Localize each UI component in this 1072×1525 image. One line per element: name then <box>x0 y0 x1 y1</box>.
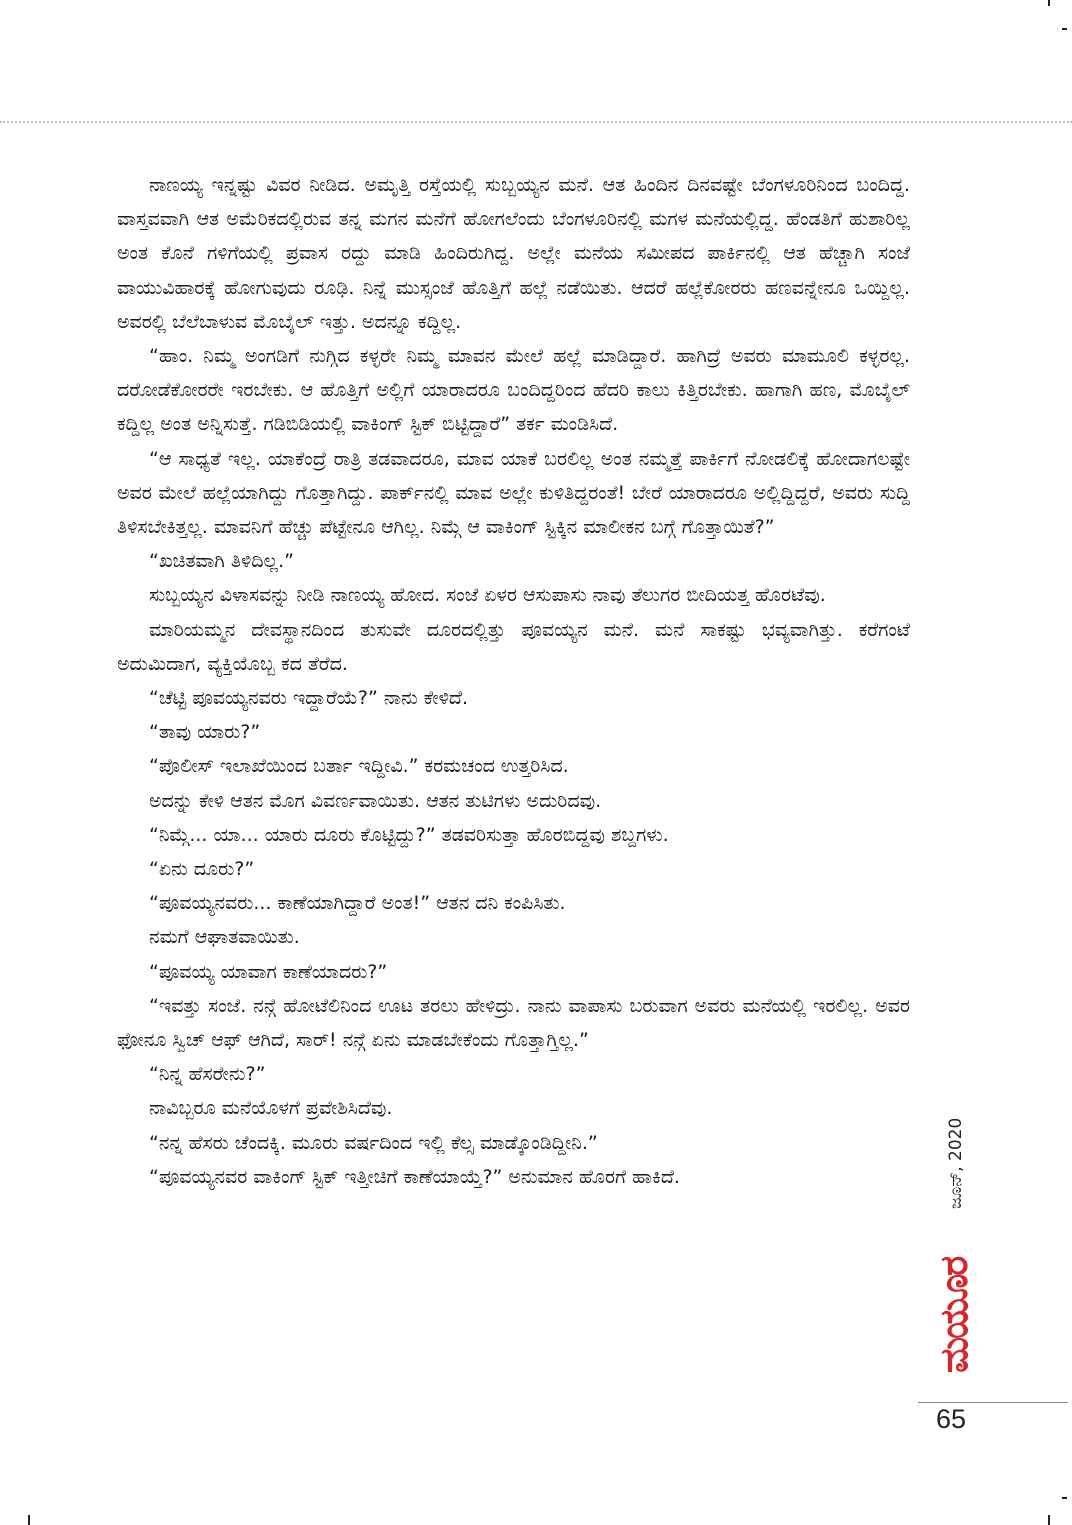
crop-mark-bottom-right <box>1048 1515 1050 1525</box>
crop-mark-top-right <box>1062 28 1067 30</box>
paragraph: “ಪೂವಯ್ಯ ಯಾವಾಗ ಕಾಣೆಯಾದರು?” <box>149 960 388 983</box>
paragraph: ಸುಬ್ಬಯ್ಯನ ವಿಳಾಸವನ್ನು ನೀಡಿ ನಾಣಯ್ಯ ಹೋದ. ಸಂಜೆ ಏಳರ ಆಸುಪಾಸು ನಾವು ತೆಲುಗರ ಬೀದಿಯತ್ತ ಹೊರಟೆವು. <box>149 584 826 607</box>
paragraph: ನಮಗೆ ಆಘಾತವಾಯಿತು. <box>149 926 300 949</box>
magazine-logo: ಮಯೂರ <box>932 1257 976 1373</box>
paragraph: “ಪೊಲೀಸ್ ಇಲಾಖೆಯಿಂದ ಬರ್ತಾ ಇದ್ದೀವಿ.” ಕರಮಚಂದ ಉತ್ತರಿಸಿದ. <box>149 755 569 778</box>
article-body <box>117 168 910 1194</box>
paragraph: “ಚೆಟ್ಟಿ ಪೂವಯ್ಯನವರು ಇದ್ದಾರೆಯೆ?” ನಾನು ಕೇಳಿದೆ. <box>149 687 468 710</box>
page-number-rule <box>918 1402 1068 1403</box>
paragraph: “ಪೂವಯ್ಯನವರು... ಕಾಣೆಯಾಗಿದ್ದಾರೆ ಅಂತ!” ಆತನ ದನಿ ಕಂಪಿಸಿತು. <box>149 892 566 915</box>
header-dotted-rule <box>0 121 1072 123</box>
paragraph: “ಆ ಸಾಧ್ಯತೆ ಇಲ್ಲ. ಯಾಕೆಂದ್ರೆ ರಾತ್ರಿ ತಡವಾದರೂ, ಮಾವ ಯಾಕೆ ಬರಲಿಲ್ಲ ಅಂತ ನಮ್ಮತ್ತೆ ಪಾರ್ಕಿಗೆ ನೋಡಲಿಕ್ಕೆ ಹೋದಾಗಲಷ್ಟೇ ಅವರ ಮೇಲೆ ಹಲ್ಲೆಯಾಗಿದ್ದು ಗೊತ್ತಾಗಿದ್ದು. ಪಾರ್ಕ್‌ನಲ್ಲಿ ಮಾವ ಅಲ್ಲೇ ಕುಳಿತಿದ್ದರಂತೆ! ಬೇರೆ ಯಾರಾದರೂ ಅಲ್ಲಿದ್ದಿದ್ದರೆ, ಅವರು ಸುದ್ದಿ ತಿಳಿಸಬೇಕಿತ್ತಲ್ಲ. ಮಾವನಿಗೆ ಹೆಚ್ಚು ಪೆಟ್ಟೇನೂ ಆಗಿಲ್ಲ. ನಿಮ್ಗೆ ಆ ವಾಕಿಂಗ್ ಸ್ಟಿಕ್ಕಿನ ಮಾಲೀಕನ ಬಗ್ಗೆ ಗೊತ್ತಾಯಿತೆ?” <box>117 447 910 539</box>
paragraph: “ನಿಮ್ಗೆ... ಯಾ... ಯಾರು ದೂರು ಕೊಟ್ಟಿದ್ದು?” ತಡವರಿಸುತ್ತಾ ಹೊರಬಿದ್ದವು ಶಬ್ದಗಳು. <box>149 823 669 846</box>
paragraph: “ಪೂವಯ್ಯನವರ ವಾಕಿಂಗ್ ಸ್ಟಿಕ್ ಇತ್ತೀಚಿಗೆ ಕಾಣೆಯಾಯ್ತೆ?” ಅನುಮಾನ ಹೊರಗೆ ಹಾಕಿದೆ. <box>149 1165 680 1188</box>
crop-mark-bottom-left <box>28 1515 30 1525</box>
paragraph: “ಹಾಂ. ನಿಮ್ಮ ಅಂಗಡಿಗೆ ನುಗ್ಗಿದ ಕಳ್ಳರೇ ನಿಮ್ಮ ಮಾವನ ಮೇಲೆ ಹಲ್ಲೆ ಮಾಡಿದ್ದಾರೆ. ಹಾಗಿದ್ರೆ ಅವರು ಮಾಮೂಲಿ ಕಳ್ಳರಲ್ಲ. ದರೋಡೆಕೋರರೇ ಇರಬೇಕು. ಆ ಹೊತ್ತಿಗೆ ಅಲ್ಲಿಗೆ ಯಾರಾದರೂ ಬಂದಿದ್ದರಿಂದ ಹೆದರಿ ಕಾಲು ಕಿತ್ತಿರಬೇಕು. ಹಾಗಾಗಿ ಹಣ, ಮೊಬೈಲ್ ಕದ್ದಿಲ್ಲ ಅಂತ ಅನ್ನಿಸುತ್ತೆ. ಗಡಿಬಿಡಿಯಲ್ಲಿ ವಾಕಿಂಗ್ ಸ್ಟಿಕ್ ಬಿಟ್ಟಿದ್ದಾರೆ” ತರ್ಕ ಮಂಡಿಸಿದೆ. <box>117 345 910 436</box>
paragraph: ಮಾರಿಯಮ್ಮನ ದೇವಸ್ಥಾನದಿಂದ ತುಸುವೇ ದೂರದಲ್ಲಿತ್ತು ಪೂವಯ್ಯನ ಮನೆ. ಮನೆ ಸಾಕಷ್ಟು ಭವ್ಯವಾಗಿತ್ತು. ಕರೆಗಂಟೆ ಅದುಮಿದಾಗ, ವ್ಯಕ್ತಿಯೊಬ್ಬ ಕದ ತೆರೆದ. <box>117 618 910 675</box>
issue-date: ಜೂನ್, 2020 <box>946 1117 966 1209</box>
paragraph: “ತಾವು ಯಾರು?” <box>149 721 261 744</box>
crop-mark-top <box>1048 0 1050 6</box>
paragraph: ನಾಣಯ್ಯ ಇನ್ನಷ್ಟು ವಿವರ ನೀಡಿದ. ಅಮೃತ್ತಿ ರಸ್ತೆಯಲ್ಲಿ ಸುಬ್ಬಯ್ಯನ ಮನೆ. ಆತ ಹಿಂದಿನ ದಿನವಷ್ಟೇ ಬೆಂಗಳೂರಿನಿಂದ ಬಂದಿದ್ದ. ವಾಸ್ತವವಾಗಿ ಆತ ಅಮೆರಿಕದಲ್ಲಿರುವ ತನ್ನ ಮಗನ ಮನೆಗೆ ಹೋಗಲೆಂದು ಬೆಂಗಳೂರಿನಲ್ಲಿ ಮಗಳ ಮನೆಯಲ್ಲಿದ್ದ. ಹೆಂಡತಿಗೆ ಹುಶಾರಿಲ್ಲ ಅಂತ ಕೊನೆ ಗಳಿಗೆಯಲ್ಲಿ ಪ್ರವಾಸ ರದ್ದು ಮಾಡಿ ಹಿಂದಿರುಗಿದ್ದ. ಅಲ್ಲೇ ಮನೆಯ ಸಮೀಪದ ಪಾರ್ಕಿನಲ್ಲಿ ಆತ ಹೆಚ್ಚಾಗಿ ಸಂಜೆ ವಾಯುವಿಹಾರಕ್ಕೆ ಹೋಗುವುದು ರೂಢಿ. ನಿನ್ನೆ ಮುಸ್ಸಂಜೆ ಹೊತ್ತಿಗೆ ಹಲ್ಲೆ ನಡೆಯಿತು. ಆದರೆ ಹಲ್ಲೆಕೋರರು ಹಣವನ್ನೇನೂ ಒಯ್ದಿಲ್ಲ. ಅವರಲ್ಲಿ ಬೆಲೆಬಾಳುವ ಮೊಬೈಲ್ ಇತ್ತು. ಅದನ್ನೂ ಕದ್ದಿಲ್ಲ. <box>117 174 910 333</box>
paragraph: ನಾವಿಬ್ಬರೂ ಮನೆಯೊಳಗೆ ಪ್ರವೇಶಿಸಿದೆವು. <box>149 1097 393 1120</box>
crop-mark-right <box>1062 1497 1067 1499</box>
paragraph: “ನನ್ನ ಹೆಸರು ಚೆಂದಕ್ಕಿ. ಮೂರು ವರ್ಷದಿಂದ ಇಲ್ಲಿ ಕೆಲ್ಸ ಮಾಡ್ಕೊಂಡಿದ್ದೀನಿ.” <box>149 1131 598 1154</box>
page-number: 65 <box>936 1404 967 1434</box>
paragraph: “ಏನು ದೂರು?” <box>149 858 255 881</box>
paragraph: “ನಿನ್ನ ಹೆಸರೇನು?” <box>149 1063 266 1086</box>
paragraph: “ಖಚಿತವಾಗಿ ತಿಳಿದಿಲ್ಲ.” <box>149 550 295 573</box>
paragraph: “ಇವತ್ತು ಸಂಜೆ. ನನ್ಗೆ ಹೋಟೆಲಿನಿಂದ ಊಟ ತರಲು ಹೇಳಿದ್ರು. ನಾನು ವಾಪಾಸು ಬರುವಾಗ ಅವರು ಮನೆಯಲ್ಲಿ ಇರಲಿಲ್ಲ. ಅವರ ಫೋನೂ ಸ್ವಿಚ್ ಆಫ್ ಆಗಿದೆ, ಸಾರ್! ನನ್ಗೆ ಏನು ಮಾಡಬೇಕೆಂದು ಗೊತ್ತಾಗ್ತಿಲ್ಲ.” <box>117 994 910 1052</box>
paragraph: ಅದನ್ನು ಕೇಳಿ ಆತನ ಮೊಗ ವಿವರ್ಣವಾಯಿತು. ಆತನ ತುಟಿಗಳು ಅದುರಿದವು. <box>149 789 602 812</box>
